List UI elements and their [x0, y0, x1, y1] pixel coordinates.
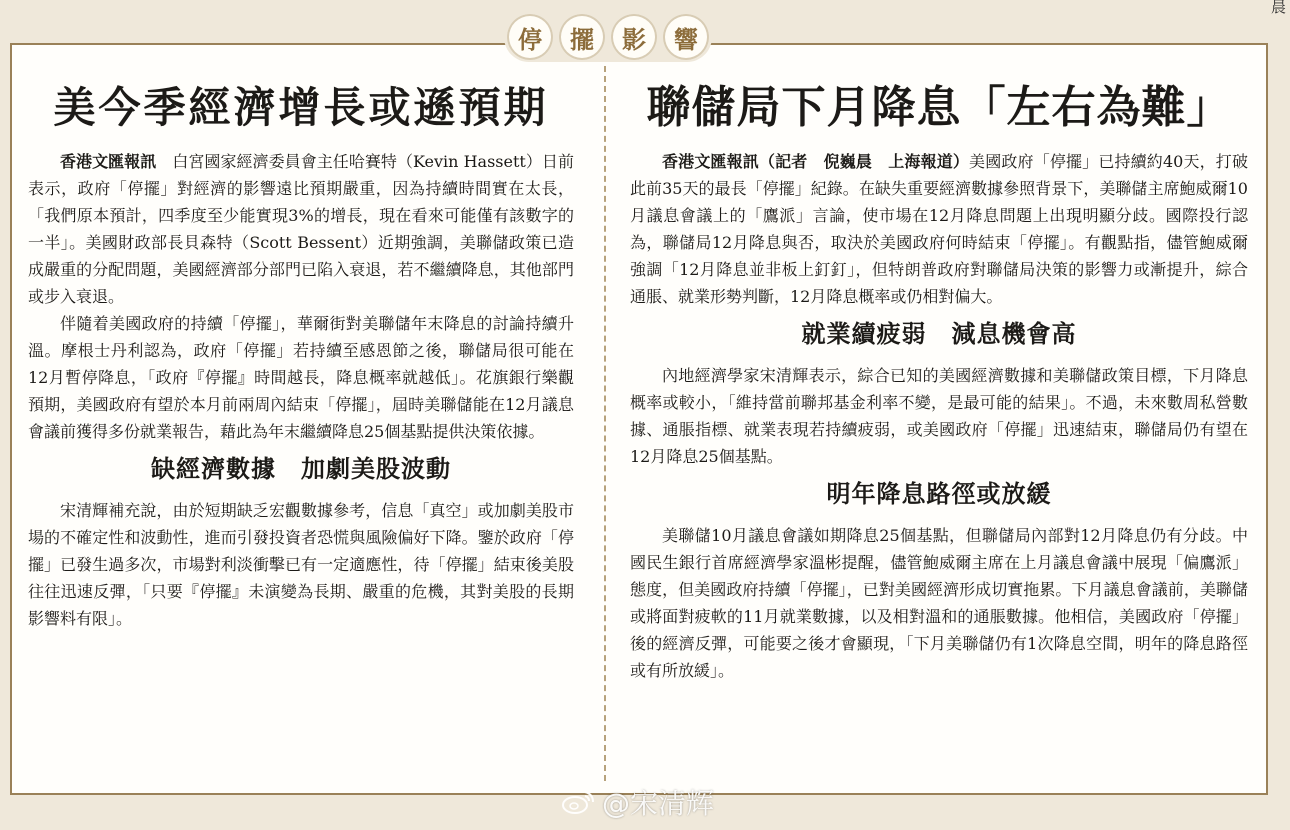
right-subhead-1: 就業續疲弱 減息機會高 — [801, 320, 1077, 348]
right-paragraph-3: 美聯儲10月議息會議如期降息25個基點，但聯儲局內部對12月降息仍有分歧。中國民生銀行首席經濟學家溫彬提醒，儘管鮑威爾主席在上月議息會議中展現「偏鷹派」態度，但美國政府持續「停擺」，已對美國經濟形成切實拖累。下月議息會議前，美聯儲或將面對疲軟的11月就業數據，以及相對溫和的通脹數據。他相信，美國政府「停擺」後的經濟反彈，可能要之後才會顯現，「下月美聯儲仍有1次降息空間，明年的降息路徑或有所放緩」。 — [630, 526, 1248, 680]
right-byline: 香港文匯報訊（記者 倪巍晨 上海報道） — [662, 152, 970, 171]
left-paragraph-2: 伴隨着美國政府的持續「停擺」，華爾街對美聯儲年末降息的討論持續升溫。摩根士丹利認為，政府「停擺」若持續至感恩節之後，聯儲局很可能在12月暫停降息，「政府『停擺』時間越長，降息概率就越低」。花旗銀行樂觀預期，美國政府有望於本月前兩周內結束「停擺」，屆時美聯儲能在12月議息會議前獲得多份就業報告，藉此為年末繼續降息25個基點提供決策依據。 — [28, 314, 574, 441]
left-article — [28, 80, 574, 632]
left-headline: 美今季經濟增長或遜預期 — [53, 83, 549, 132]
left-byline: 香港文匯報訊 — [60, 152, 157, 171]
ribbon-char-1: 停 — [507, 14, 553, 60]
ribbon-char-2: 擺 — [559, 14, 605, 60]
right-paragraph-1-text: 美國政府「停擺」已持續約40天，打破此前35天的最長「停擺」紀錄。在缺失重要經濟數據參照背景下，美聯儲主席鮑威爾10月議息會議上的「鷹派」言論，使市場在12月降息問題上出現明顯分歧。國際投行認為，聯儲局12月降息與否，取決於美國政府何時結束「停擺」。有觀點指，儘管鮑威爾強調「12月降息並非板上釘釘」，但特朗普政府對聯儲局決策的影響力或漸提升，綜合通脹、就業形勢判斷，12月降息概率或仍相對偏大。 — [630, 152, 1248, 306]
left-paragraph-3: 宋清輝補充說，由於短期缺乏宏觀數據參考，信息「真空」或加劇美股市場的不確定性和波動性，進而引發投資者恐慌與風險偏好下降。鑒於政府「停擺」已發生過多次，市場對利淡衝擊已有一定適應性，待「停擺」結束後美股往往迅速反彈，「只要『停擺』未演變為長期、嚴重的危機，其對美股的長期影響料有限」。 — [28, 501, 574, 628]
left-paragraph-1 — [28, 148, 574, 310]
watermark-text: @宋清辉 — [602, 787, 715, 820]
weibo-icon — [560, 788, 596, 816]
column-divider — [604, 66, 606, 781]
right-article — [630, 80, 1248, 684]
section-ribbon — [504, 12, 712, 62]
corner-char: 晨 — [1270, 0, 1286, 16]
ribbon-char-4: 響 — [663, 14, 709, 60]
right-subhead-2: 明年降息路徑或放緩 — [826, 480, 1052, 508]
right-headline: 聯儲局下月降息「左右為難」 — [646, 82, 1232, 133]
right-paragraph-1 — [630, 148, 1248, 310]
weibo-watermark — [560, 784, 714, 820]
left-paragraph-1-text: 白宮國家經濟委員會主任哈賽特（Kevin Hassett）日前表示，政府「停擺」對經濟的影響遠比預期嚴重，因為持續時間實在太長，「我們原本預計，四季度至少能實現3%的增長，現在看來可能僅有該數字的一半」。美國財政部長貝森特（Scott Bessent）近期強調，美聯儲政策已造成嚴重的分配問題，美國經濟部分部門已陷入衰退，若不繼續降息，其他部門或步入衰退。 — [28, 152, 574, 306]
ribbon-char-3: 影 — [611, 14, 657, 60]
left-subhead: 缺經濟數據 加劇美股波動 — [151, 455, 451, 483]
right-paragraph-2: 內地經濟學家宋清輝表示，綜合已知的美國經濟數據和美聯儲政策目標，下月降息概率或較小，「維持當前聯邦基金利率不變，是最可能的結果」。不過，未來數周私營數據、通脹指標、就業表現若持續疲弱，或美國政府「停擺」迅速結束，聯儲局仍有望在12月降息25個基點。 — [630, 366, 1248, 466]
